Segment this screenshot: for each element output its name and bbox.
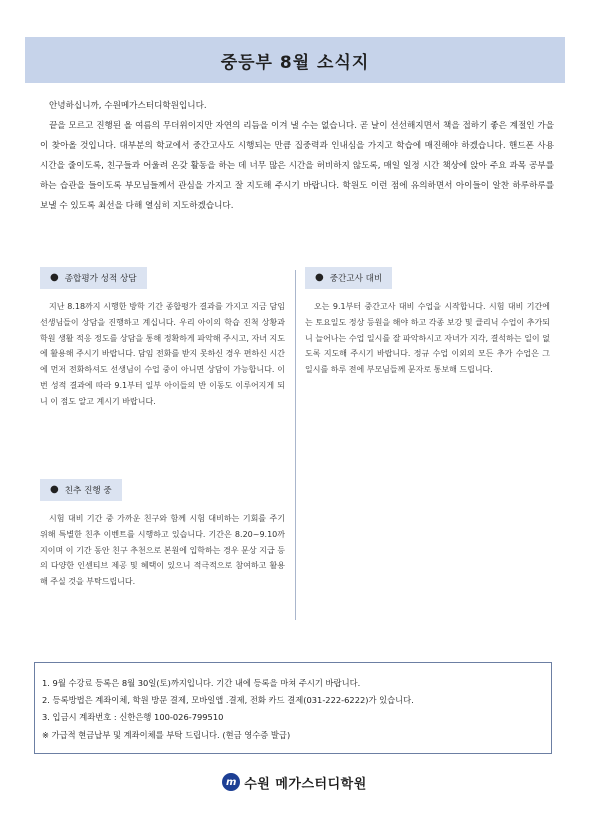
bullet-icon: ● xyxy=(50,272,59,283)
consult-heading: 종합평가 성적 상담 xyxy=(64,274,137,284)
referral-heading: 친추 진행 중 xyxy=(64,486,112,496)
logo-mark-icon: m xyxy=(222,773,240,791)
consult-body: 지난 8.18까지 시행한 방학 기간 종합평가 결과를 가지고 지금 담임선생님들이 상담을 진행하고 계십니다. 우리 아이의 학습 진척 상황과 학원 생활 적응 정도를 상담을 통해 정확하게 파악해 주시고, 자녀 지도에 활용해 주시기 바랍니다. 담임 전화를 받지 못하신 경우 편하신 시간에 먼저 전화하셔도 선생님이 수업 중이 아니면 상담이 가능합니다. 이번 성적 결과에 따라 9.1부터 일부 아이들의 반 이동도 이루어지게 되니 이 점도 알고 계시기 바랍니다. xyxy=(40,302,285,406)
section-heading xyxy=(305,267,392,289)
logo-name: 수원 메가스터디학원 xyxy=(244,776,367,792)
intro-greeting: 안녕하십니까, 수원메가스터디학원입니다. xyxy=(49,101,207,111)
section-heading xyxy=(40,267,147,289)
referral-body: 시험 대비 기간 중 가까운 친구와 함께 시험 대비하는 기회를 주기 위해 특별한 친추 이벤트를 시행하고 있습니다. 기간은 8.20~9.10까지이며 이 기간 동안 친구 추천으로 본원에 입학하는 경우 문상 지급 등의 다양한 인센티브 제공 및 혜택이 있으니 적극적으로 참여하고 활용해 주실 것을 부탁드립니다. xyxy=(40,514,285,587)
section-heading xyxy=(40,479,122,501)
notice-line-3: 3. 입금시 계좌번호 : 신한은행 100-026-799510 xyxy=(42,712,224,723)
consult-section xyxy=(40,265,285,410)
notice-line-2: 2. 등록방법은 계좌이체, 학원 방문 결제, 모바일앱 .결제, 전화 카드 결제(031-222-6222)가 있습니다. xyxy=(42,695,414,706)
page-title: 중등부 8월 소식지 xyxy=(220,52,370,73)
column-divider xyxy=(295,270,296,620)
referral-section xyxy=(40,477,285,590)
intro-body: 끝을 모르고 진행된 올 여름의 무더위이지만 자연의 리듬을 이겨 낼 수는 없습니다. 곧 날이 선선해지면서 책을 접하기 좋은 계절인 가을이 찾아올 것입니다. 대부분의 학교에서 중간고사도 시행되는 만큼 집중력과 인내심을 가지고 학습에 매진해야 하겠습니다. 핸드폰 사용 시간을 줄이도록, 친구들과 어울려 온갖 활동을 하는 데 너무 많은 시간을 허비하지 않도록, 매일 일정 시간 책상에 앉아 주요 과목 공부를 하는 습관을 들이도록 부모님들께서 관심을 가지고 잘 지도해 주시기 바랍니다. 학원도 이런 점에 유의하면서 아이들이 알찬 하루하루를 보낼 수 있도록 최선을 다해 열심히 지도하겠습니다. xyxy=(40,121,554,211)
bullet-icon: ● xyxy=(50,484,59,495)
bullet-icon: ● xyxy=(315,272,324,283)
academy-logo xyxy=(0,772,589,792)
notice-line-4: ※ 가급적 현금납부 및 계좌이체를 부탁 드립니다. (현금 영수증 발급) xyxy=(42,729,291,740)
midterm-section xyxy=(305,265,550,378)
notice-line-1: 1. 9월 수강료 등록은 8월 30일(토)까지입니다. 기간 내에 등록을 마쳐 주시기 바랍니다. xyxy=(42,678,361,688)
intro-letter xyxy=(40,96,554,216)
notice-box xyxy=(34,662,552,754)
midterm-body: 오는 9.1부터 중간고사 대비 수업을 시작합니다. 시험 대비 기간에는 토요일도 정상 등원을 해야 하고 각종 보강 및 클리닉 수업이 추가되니 늘어나는 수업 일시를 잘 파악하시고 자녀가 지각, 결석하는 일이 없도록 지도해 주시기 바랍니다. 정규 수업 이외의 모든 추가 수업은 그 일시를 하루 전에 부모님들께 문자로 통보해 드립니다. xyxy=(305,302,550,375)
midterm-heading: 중간고사 대비 xyxy=(329,274,383,284)
title-banner xyxy=(25,37,565,83)
